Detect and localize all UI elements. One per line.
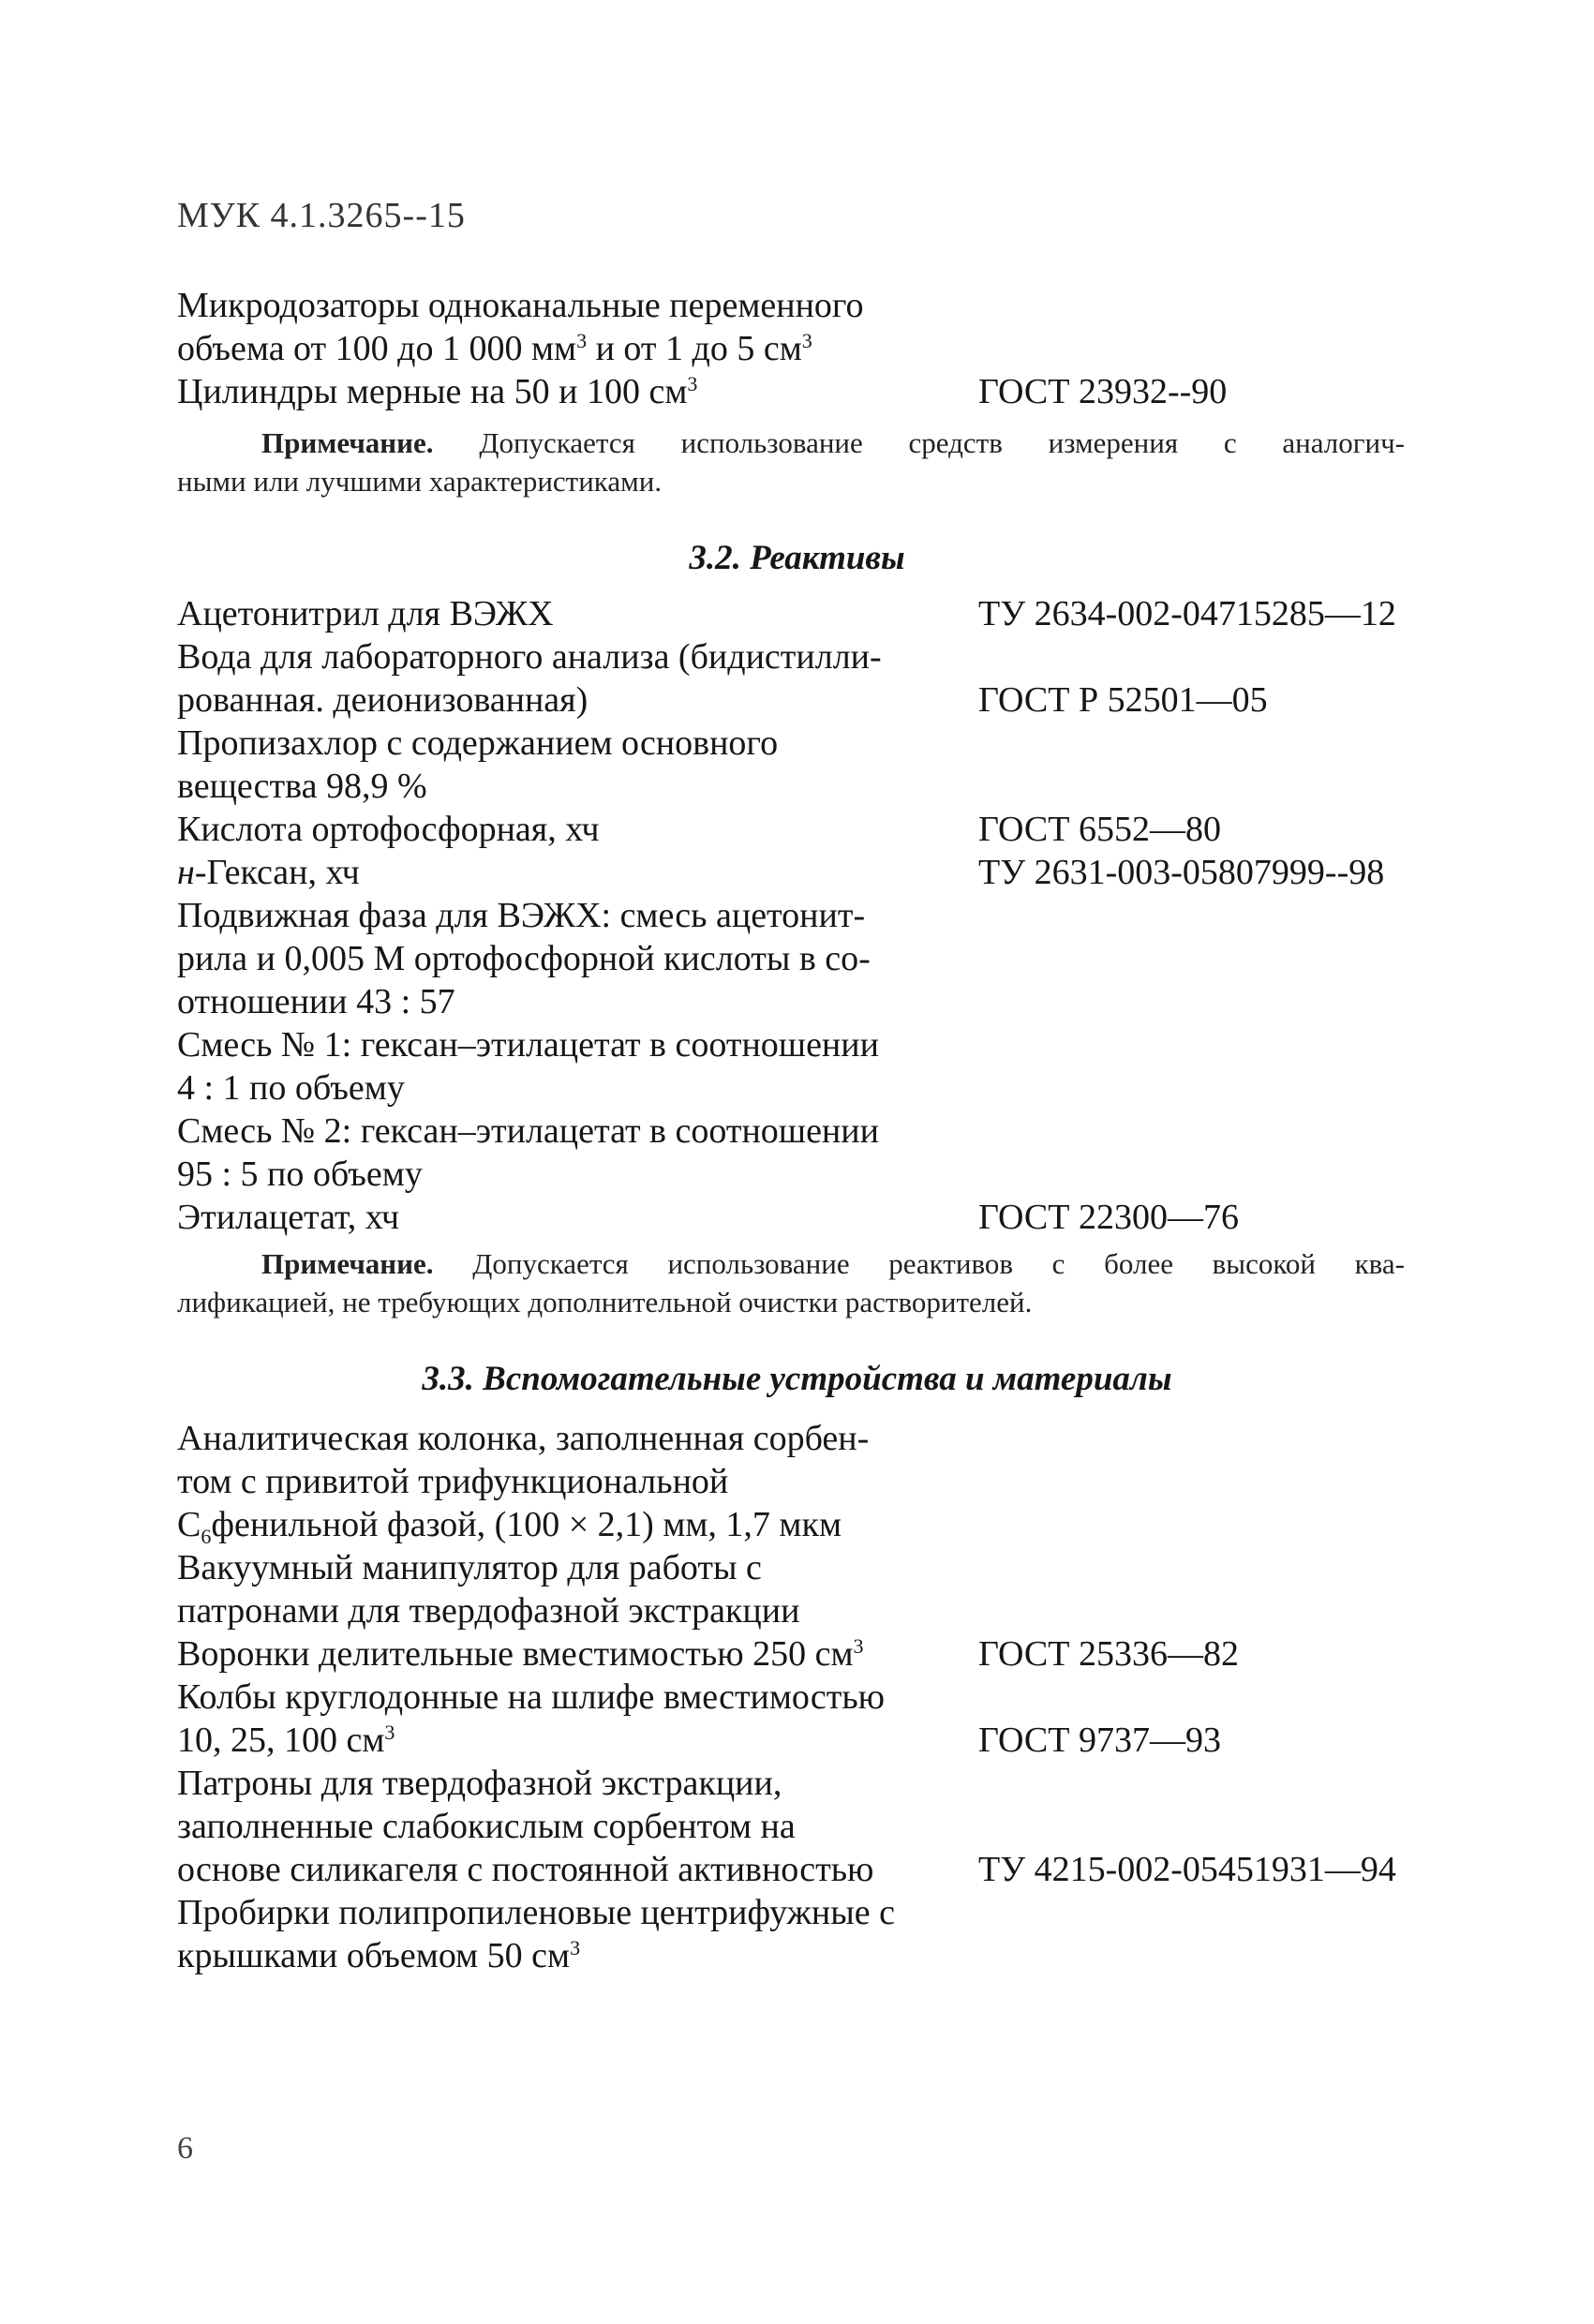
section-heading-aux: 3.3. Вспомогательные устройства и материалы <box>422 1360 1172 1398</box>
item-standard: ГОСТ 25336—82 <box>978 1634 1239 1674</box>
list-item: Аналитическая колонка, заполненная сорбен- <box>177 1419 870 1458</box>
item-standard: ГОСТ 6552—80 <box>978 810 1221 849</box>
list-item: Смесь № 1: гексан–этилацетат в соотношении <box>177 1025 879 1065</box>
list-item: Подвижная фаза для ВЭЖХ: смесь ацетонит- <box>177 896 866 935</box>
list-item <box>177 370 1414 413</box>
item-standard: ГОСТ 9737—93 <box>978 1721 1221 1760</box>
item-standard: ГОСТ Р 52501—05 <box>978 680 1268 720</box>
list-item: Воронки делительные вместимостью 250 $см^3$ ГОСТ 25336—82 <box>177 1634 1239 1674</box>
list-item: н-Гексан, хч ТУ 2631-003-05807999--98 <box>177 853 1385 892</box>
list-item: рованная. деионизованная) ГОСТ Р 52501—05 <box>177 680 1268 720</box>
instruments-list <box>177 284 1414 413</box>
list-item: Смесь № 2: гексан–этилацетат в соотношении <box>177 1111 879 1151</box>
item-standard: ТУ 4215-002-05451931—94 <box>978 1850 1396 1889</box>
list-item: Вода для лабораторного анализа (бидистилли- <box>177 637 882 677</box>
list-item: Пробирки полипропиленовые центрифужные с <box>177 1893 896 1932</box>
item-standard: ТУ 2634-002-04715285—12 <box>978 594 1396 633</box>
list-item: Кислота ортофосфорная, хч ГОСТ 6552—80 <box>177 810 1221 849</box>
list-item: крышками объемом 50 $см^3$ <box>177 1936 581 1975</box>
item-standard: ГОСТ 22300—76 <box>978 1198 1239 1237</box>
list-item: Вакуумный манипулятор для работы с <box>177 1548 762 1587</box>
list-item: заполненные слабокислым сорбентом на <box>177 1807 796 1846</box>
item-standard: ТУ 2631-003-05807999--98 <box>978 853 1385 892</box>
list-item: 95 : 5 по объему <box>177 1155 423 1194</box>
item-label: Цилиндры мерные на 50 и 100 $см^3$ <box>177 372 698 411</box>
list-item: основе силикагеля с постоянной активностью ТУ 4215-002-05451931—94 <box>177 1850 1396 1889</box>
list-item: 10, 25, 100 $см^3$ ГОСТ 9737—93 <box>177 1721 1221 1760</box>
item-standard: ГОСТ 23932--90 <box>978 372 1228 411</box>
list-item: отношении 43 : 57 <box>177 982 455 1021</box>
list-item: Ацетонитрил для ВЭЖХ ТУ 2634-002-04715285—12 <box>177 594 1396 633</box>
section-heading-reagents: 3.2. Реактивы <box>689 539 905 577</box>
list-item: рила и 0,005 М ортофосфорной кислоты в со- <box>177 939 871 978</box>
list-item: том с привитой трифункциональной <box>177 1462 729 1501</box>
page-header: МУК 4.1.3265--15 <box>177 196 466 235</box>
list-item: Пропизахлор с содержанием основного <box>177 723 779 763</box>
list-item: 4 : 1 по объему <box>177 1068 405 1108</box>
note-reagents: Примечание. Допускается использование реактивов с более высокой ква- лификацией, не требующих дополнительной очистки растворителей. <box>177 1247 1405 1318</box>
note-instruments: Примечание. Допускается использование средств измерения с аналогич- ными или лучшими характеристиками. <box>177 426 1405 498</box>
list-item: Патроны для твердофазной экстракции, <box>177 1764 782 1803</box>
list-item: Этилацетат, хч ГОСТ 22300—76 <box>177 1198 1239 1237</box>
item-label: Микродозаторы одноканальные переменного <box>177 286 864 325</box>
list-item: вещества 98,9 % <box>177 767 427 806</box>
list-item <box>177 284 1414 327</box>
reagents-list <box>177 592 1414 1239</box>
list-item: $C_6фенильной$ фазой, (100 × 2,1) мм, 1,7 мкм <box>177 1505 842 1548</box>
page-number: 6 <box>177 2131 193 2166</box>
list-item <box>177 327 1414 370</box>
aux-list <box>177 1417 1414 1977</box>
item-label: объема от 100 до 1 000 $мм^3$ и от 1 до 5 $см^3$ <box>177 329 812 368</box>
list-item: патронами для твердофазной экстракции <box>177 1591 800 1631</box>
list-item: Колбы круглодонные на шлифе вместимостью <box>177 1677 886 1717</box>
